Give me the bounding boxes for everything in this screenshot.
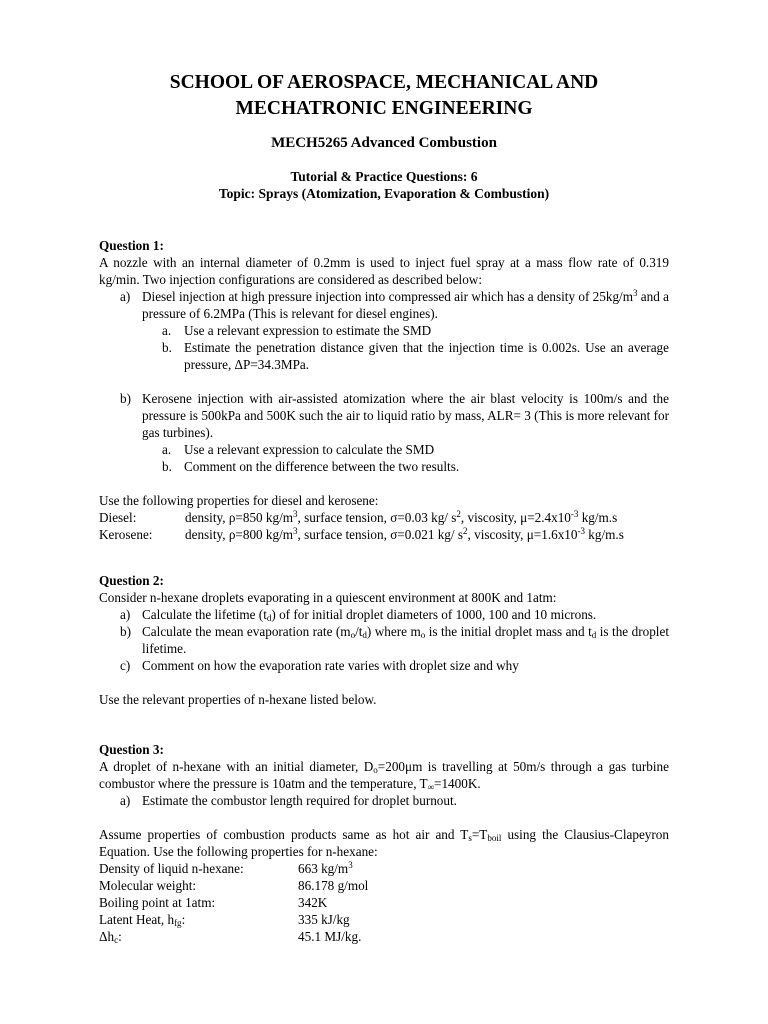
text: , viscosity, μ=2.4x10 bbox=[460, 510, 571, 525]
subscript: o bbox=[420, 630, 426, 640]
text: A droplet of n-hexane with an initial diameter, D bbox=[99, 759, 374, 774]
part-b-i-text: Use a relevant expression to calculate the SMD bbox=[184, 442, 435, 457]
question-1-part-b-ii bbox=[99, 458, 669, 475]
text: Latent Heat, h bbox=[99, 912, 175, 927]
question-1-heading: Question 1: bbox=[99, 238, 164, 253]
superscript: -3 bbox=[570, 509, 579, 519]
spacer bbox=[99, 809, 669, 826]
text: density, ρ=850 kg/m bbox=[185, 510, 294, 525]
part-a-text-cont: and a pressure of 6.2MPa (This is relevant for diesel engines). bbox=[142, 289, 669, 321]
subscript: ∞ bbox=[427, 782, 435, 792]
question-2-heading: Question 2: bbox=[99, 573, 164, 588]
properties-intro: Use the following properties for diesel and kerosene: bbox=[99, 493, 379, 508]
school-title-line1: SCHOOL OF AEROSPACE, MECHANICAL AND bbox=[169, 72, 599, 93]
subscript: d bbox=[362, 630, 367, 640]
diesel-properties bbox=[185, 509, 617, 526]
text: ) of for initial droplet diameters of 1000, 100 and 10 microns. bbox=[271, 607, 597, 622]
text: 663 kg/m bbox=[298, 861, 349, 876]
text: Calculate the mean evaporation rate (m bbox=[142, 624, 351, 639]
tutorial-topic: Topic: Sprays (Atomization, Evaporation & Combustion) bbox=[218, 186, 550, 201]
question-2-intro: Consider n-hexane droplets evaporating in a quiescent environment at 800K and 1atm: bbox=[99, 590, 557, 605]
subscript: o bbox=[373, 765, 378, 775]
diesel-properties-row bbox=[99, 509, 669, 526]
part-a-text: Diesel injection at high pressure injection into compressed air which has a density of 25kg/m bbox=[142, 289, 633, 304]
kerosene-properties bbox=[185, 526, 624, 543]
text: =T bbox=[471, 827, 488, 842]
question-2-part-c bbox=[99, 657, 669, 674]
question-3-part-a bbox=[99, 792, 669, 809]
subscript: d bbox=[266, 613, 272, 623]
property-value: 45.1 MJ/kg. bbox=[298, 929, 362, 944]
superscript: 3 bbox=[293, 526, 298, 536]
question-3-heading: Question 3: bbox=[99, 742, 164, 757]
text: : bbox=[181, 912, 186, 927]
property-value bbox=[298, 860, 353, 877]
property-label: Density of liquid n-hexane: bbox=[99, 861, 244, 876]
text: Estimate the combustor length required for droplet burnout. bbox=[142, 793, 457, 808]
tutorial-heading bbox=[0, 168, 768, 202]
property-label: Boiling point at 1atm: bbox=[99, 895, 216, 910]
property-row-heat-of-combustion bbox=[99, 928, 669, 945]
text: density, ρ=800 kg/m bbox=[185, 527, 294, 542]
text: , viscosity, μ=1.6x10 bbox=[467, 527, 578, 542]
property-value: 86.178 g/mol bbox=[298, 878, 369, 893]
part-marker: c) bbox=[120, 658, 131, 673]
question-1-part-a-i bbox=[99, 322, 669, 339]
text: Δh bbox=[99, 929, 115, 944]
part-marker: a) bbox=[120, 793, 131, 808]
superscript: -3 bbox=[577, 526, 585, 536]
question-2 bbox=[99, 572, 669, 708]
subscript: fg bbox=[174, 918, 182, 928]
property-row-molecular-weight bbox=[99, 877, 669, 894]
property-label bbox=[99, 928, 298, 945]
part-marker: a. bbox=[162, 323, 172, 338]
diesel-label: Diesel: bbox=[99, 510, 137, 525]
property-label: Molecular weight: bbox=[99, 878, 197, 893]
question-2-part-a bbox=[99, 606, 669, 623]
part-marker: b) bbox=[120, 624, 131, 639]
text: ) where m bbox=[366, 624, 421, 639]
subscript: boil bbox=[487, 833, 502, 843]
question-3 bbox=[99, 741, 669, 945]
text: Comment on how the evaporation rate varies with droplet size and why bbox=[142, 658, 519, 673]
school-title-line2: MECHATRONIC ENGINEERING bbox=[235, 98, 533, 119]
course-title: MECH5265 Advanced Combustion bbox=[271, 135, 497, 151]
question-1 bbox=[99, 237, 669, 543]
superscript: 3 bbox=[632, 288, 638, 298]
text: using the Clausius-Clapeyron Equation. Use the following properties for n-hexane: bbox=[99, 827, 669, 859]
text: is the droplet lifetime. bbox=[142, 624, 669, 656]
property-row-latent-heat bbox=[99, 911, 669, 928]
school-title bbox=[0, 70, 768, 122]
question-1-part-b bbox=[99, 390, 669, 441]
question-1-intro: A nozzle with an internal diameter of 0.2mm is used to inject fuel spray at a mass flow rate of 0.319 kg/min. Two injection configurations are considered as described below: bbox=[99, 255, 669, 287]
text: , surface tension, σ=0.021 kg/ s bbox=[297, 527, 463, 542]
question-2-properties-note: Use the relevant properties of n-hexane listed below. bbox=[99, 692, 377, 707]
text: kg/m.s bbox=[585, 527, 624, 542]
part-b-ii-text: Comment on the difference between the two results. bbox=[184, 459, 460, 474]
part-marker: b. bbox=[162, 340, 172, 355]
text: : bbox=[118, 929, 122, 944]
text: /t bbox=[355, 624, 363, 639]
text: =200μm is travelling at 50m/s through a gas turbine combustor where the pressure is 10atm and the temperature, T bbox=[99, 759, 669, 791]
spacer bbox=[99, 373, 669, 390]
kerosene-properties-row bbox=[99, 526, 669, 543]
tutorial-number: Tutorial & Practice Questions: 6 bbox=[290, 169, 478, 184]
property-row-boiling-point bbox=[99, 894, 669, 911]
subscript: o bbox=[350, 630, 356, 640]
text: kg/m.s bbox=[578, 510, 618, 525]
property-value: 335 kJ/kg bbox=[298, 912, 350, 927]
property-row-density bbox=[99, 860, 669, 877]
superscript: 2 bbox=[463, 526, 468, 536]
superscript: 2 bbox=[456, 509, 461, 519]
part-marker: a. bbox=[162, 442, 172, 457]
part-marker: a) bbox=[120, 607, 131, 622]
question-3-intro bbox=[99, 758, 669, 792]
question-3-assumptions bbox=[99, 826, 669, 860]
text: Calculate the lifetime (t bbox=[142, 607, 267, 622]
question-2-part-b bbox=[99, 623, 669, 657]
part-a-ii-text: Estimate the penetration distance given that the injection time is 0.002s. Use an average pressure, ΔP=34.3MPa. bbox=[184, 340, 669, 372]
part-marker: a) bbox=[120, 289, 131, 304]
part-marker: b) bbox=[120, 391, 131, 406]
question-1-part-a bbox=[99, 288, 669, 322]
question-1-part-b-i bbox=[99, 441, 669, 458]
part-b-text: Kerosene injection with air-assisted atomization where the air blast velocity is 100m/s and the pressure is 500kPa and 500K such the air to liquid ratio by mass, ALR= 3 (This is more relevant for gas turbines). bbox=[142, 391, 669, 440]
spacer bbox=[99, 674, 669, 691]
subscript: s bbox=[468, 833, 472, 843]
property-label bbox=[99, 911, 298, 928]
superscript: 3 bbox=[348, 860, 353, 870]
question-1-part-a-ii bbox=[99, 339, 669, 373]
subscript: d bbox=[591, 630, 597, 640]
kerosene-label: Kerosene: bbox=[99, 527, 153, 542]
spacer bbox=[99, 475, 669, 492]
text: , surface tension, σ=0.03 kg/ s bbox=[297, 510, 457, 525]
subscript: c bbox=[114, 935, 119, 945]
part-marker: b. bbox=[162, 459, 172, 474]
part-a-i-text: Use a relevant expression to estimate the SMD bbox=[184, 323, 432, 338]
text: is the initial droplet mass and t bbox=[425, 624, 592, 639]
text: Assume properties of combustion products same as hot air and T bbox=[99, 827, 469, 842]
superscript: 3 bbox=[293, 509, 298, 519]
property-value: 342K bbox=[298, 895, 328, 910]
text: =1400K. bbox=[434, 776, 481, 791]
